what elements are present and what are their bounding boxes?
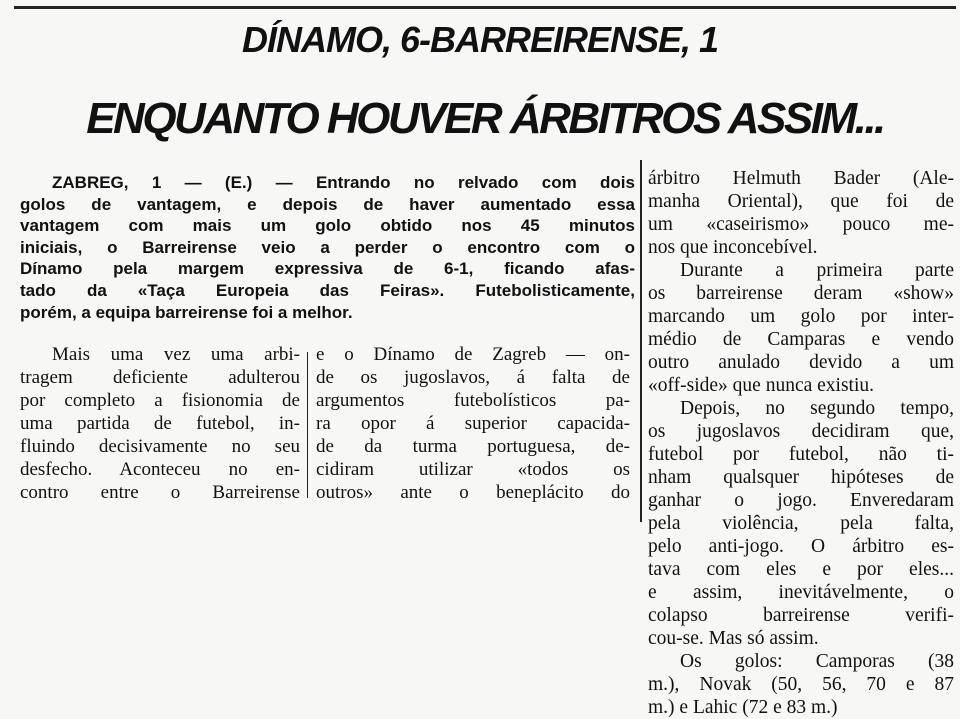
text-line: pela violência, pela falta,: [648, 513, 954, 534]
column-rule: [307, 352, 308, 498]
text-line: por completo a fisionomia de: [20, 390, 300, 411]
text-line: de os jugoslavos, á falta de: [316, 367, 630, 388]
text-line: outro anulado devido a um: [648, 352, 954, 373]
text-line: Mais uma vez uma arbi-: [52, 344, 300, 365]
text-line: e o Dínamo de Zagreb — on-: [316, 344, 630, 365]
text-line: ganhar o jogo. Enveredaram: [648, 490, 954, 511]
text-line: outros» ante o beneplácito do: [316, 482, 630, 503]
text-line: porém, a equipa barreirense foi a melhor.: [20, 302, 353, 322]
text-line: manha Oriental), que foi de: [648, 191, 954, 212]
text-line: futebol por futebol, não ti-: [648, 444, 954, 465]
text-line: golos de vantagem, e depois de haver aumentado essa: [20, 194, 635, 214]
text-line: Depois, no segundo tempo,: [680, 398, 954, 419]
top-rule: [14, 6, 956, 9]
text-line: ra opor á superior capacida-: [316, 413, 630, 434]
text-line: médio de Camparas e vendo: [648, 329, 954, 350]
text-line: tragem deficiente adulterou: [20, 367, 300, 388]
text-line: os barreirense deram «show»: [648, 283, 954, 304]
text-line: vantagem com mais um golo obtido nos 45 minutos: [20, 216, 635, 236]
text-line: m.) e Lahic (72 e 83 m.): [648, 697, 838, 718]
text-line: Os golos: Camporas (38: [680, 651, 954, 672]
text-line: marcando um golo por inter-: [648, 306, 954, 327]
body-column-2: [316, 343, 630, 504]
text-line: contro entre o Barreirense: [20, 482, 300, 503]
text-line: Dínamo pela margem expressiva de 6-1, ficando afas-: [20, 259, 635, 279]
text-line: e assim, inevitávelmente, o: [648, 582, 954, 603]
column-rule: [640, 160, 642, 522]
headline-score: DÍNAMO, 6-BARREIRENSE, 1: [241, 19, 719, 60]
text-line: cidiram utilizar «todos os: [316, 459, 630, 480]
text-line: m.), Novak (50, 56, 70 e 87: [648, 674, 954, 695]
text-line: desfecho. Aconteceu no en-: [20, 459, 300, 480]
headline-main: ENQUANTO HOUVER ÁRBITROS ASSIM...: [86, 94, 884, 143]
text-line: nos que inconcebível.: [648, 237, 818, 258]
text-line: árbitro Helmuth Bader (Ale-: [648, 168, 954, 189]
body-column-3: [648, 167, 954, 719]
text-line: um «caseirismo» pouco me-: [648, 214, 954, 235]
text-line: cou-se. Mas só assim.: [648, 628, 819, 649]
text-line: Durante a primeira parte: [680, 260, 954, 281]
text-line: pelo anti-jogo. O árbitro es-: [648, 536, 954, 557]
text-line: colapso barreirense verifi-: [648, 605, 954, 626]
lead-paragraph: [20, 172, 635, 323]
text-line: tava com eles e por eles...: [648, 559, 954, 580]
body-column-1: [20, 343, 300, 504]
text-line: ZABREG, 1 — (E.) — Entrando no relvado com dois: [52, 173, 635, 192]
text-line: nham qualsquer hipóteses de: [648, 467, 954, 488]
text-line: argumentos futebolísticos pa-: [316, 390, 630, 411]
text-line: uma partida de futebol, in-: [20, 413, 300, 434]
text-line: os jugoslavos decidiram que,: [648, 421, 954, 442]
text-line: iniciais, o Barreirense veio a perder o encontro com o: [20, 237, 635, 257]
text-line: de da turma portuguesa, de-: [316, 436, 630, 457]
text-line: fluindo decisivamente no seu: [20, 436, 300, 457]
text-line: «off-side» que nunca existiu.: [648, 375, 875, 396]
text-line: tado da «Taça Europeia das Feiras». Futebolisticamente,: [20, 280, 635, 300]
